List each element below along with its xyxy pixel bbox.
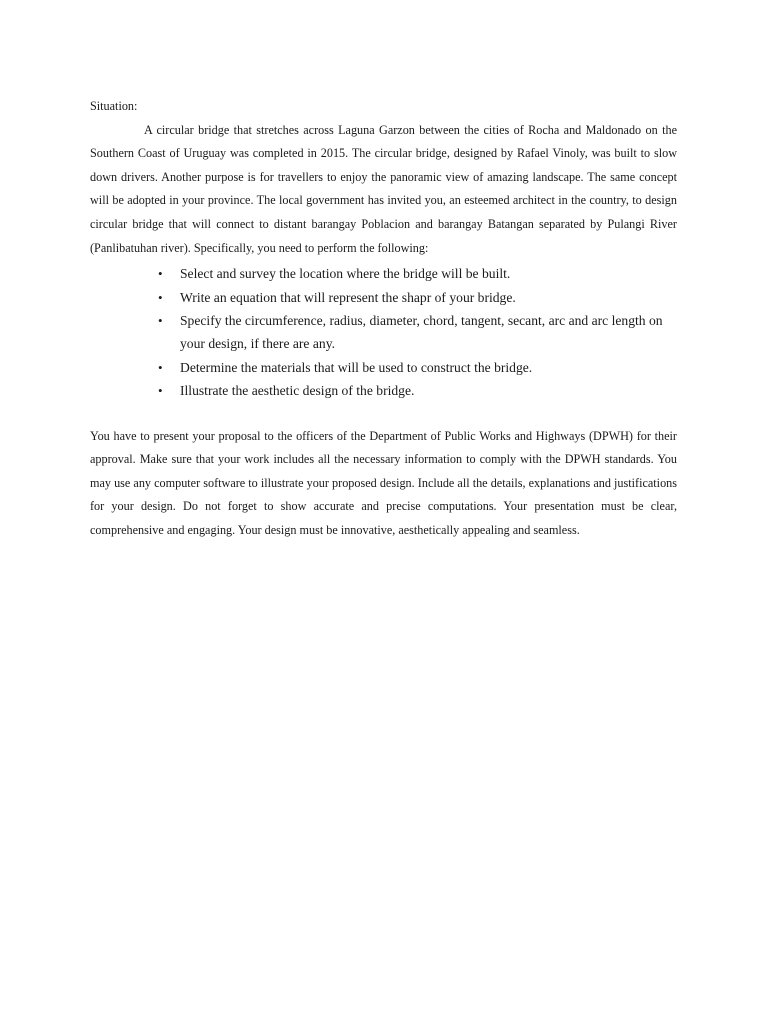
task-item [158,356,677,379]
bullet-icon: • [158,289,163,305]
task-text: Determine the materials that will be used to construct the bridge. [180,359,533,375]
bullet-icon: • [158,359,163,375]
task-list [90,262,677,402]
paragraph-spacer [90,403,677,425]
bullet-icon: • [158,383,163,399]
proposal-paragraph: You have to present your proposal to the officers of the Department of Public Works and Highways (DPWH) for their approval. Make sure that your work includes all the necessary information to comply with the DPWH standards. You may use any computer software to illustrate your proposed design. Include all the details, explanations and justifications for your design. Do not forget to show accurate and precise computations. Your presentation must be clear, comprehensive and engaging. Your design must be innovative, aesthetically appealing and seamless. [90,428,677,537]
task-item [158,262,677,285]
situation-heading: Situation: [90,99,138,113]
task-item [158,379,677,402]
task-text: Illustrate the aesthetic design of the bridge. [180,383,415,399]
task-text: Write an equation that will represent the shapr of your bridge. [180,289,516,305]
bullet-icon: • [158,312,163,328]
task-text: Select and survey the location where the bridge will be built. [180,266,511,282]
bullet-icon: • [158,266,163,282]
document-body [90,95,677,543]
task-text: Specify the circumference, radius, diameter, chord, tangent, secant, arc and arc length on your design, if there are any. [180,312,663,352]
task-item [158,309,677,356]
situation-paragraph: A circular bridge that stretches across Laguna Garzon between the cities of Rocha and Maldonado on the Southern Coast of Uruguay was completed in 2015. The circular bridge, designed by Rafael Vinoly, was built to slow down drivers. Another purpose is for travellers to enjoy the panoramic view of amazing landscape. The same concept will be adopted in your province. The local government has invited you, an esteemed architect in the country, to design circular bridge that will connect to distant barangay Poblacion and barangay Batangan separated by Pulangi River (Panlibatuhan river). Specifically, you need to perform the following: [90,122,677,255]
task-item [158,286,677,309]
